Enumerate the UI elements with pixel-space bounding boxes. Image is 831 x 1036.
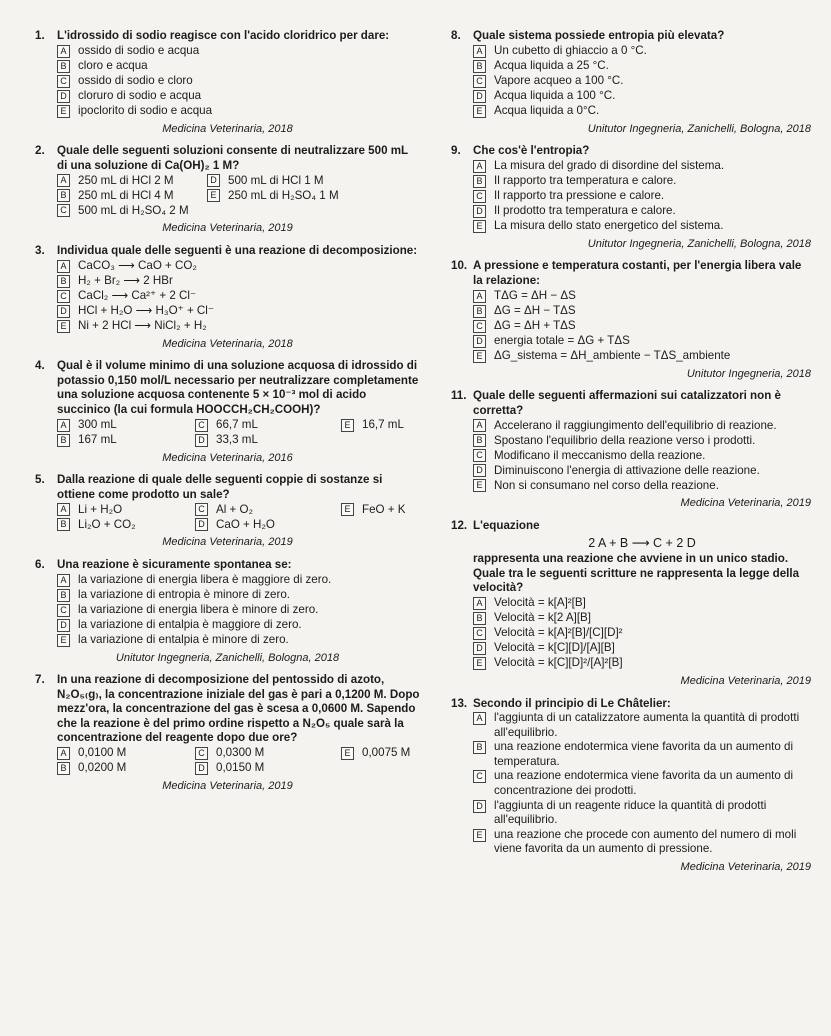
option-letter-box: D <box>195 518 208 531</box>
option-text: Il rapporto tra pressione e calore. <box>494 188 665 202</box>
option-text: CaCO₃ ⟶ CaO + CO₂ <box>78 258 197 272</box>
question-source: Unitutor Ingegneria, Zanichelli, Bologna, 2018 <box>115 651 340 664</box>
question-number: 1. <box>35 29 45 42</box>
question-text: Dalla reazione di quale delle seguenti coppie di sostanze si ottiene come prodotto un sale? <box>57 473 383 501</box>
option-letter-box: B <box>57 434 70 447</box>
option-letter-box: A <box>473 597 486 610</box>
option-text: Non si consumano nel corso della reazione. <box>494 478 719 492</box>
option-a[interactable] <box>57 44 420 59</box>
option-text: ipoclorito di sodio e acqua <box>78 103 213 117</box>
option-text: 167 mL <box>78 432 117 446</box>
reaction-equation: 2 A + B ⟶ C + 2 D <box>588 535 696 550</box>
option-text: Velocità = k[2 A][B] <box>494 611 591 625</box>
option-a[interactable] <box>473 159 811 174</box>
question-text: Che cos'è l'entropia? <box>473 144 590 158</box>
option-b[interactable] <box>57 59 420 74</box>
option-letter-box: D <box>473 90 486 103</box>
option-text: Ni + 2 HCl ⟶ NiCl₂ + H₂ <box>78 318 207 332</box>
question-8 <box>451 29 811 136</box>
option-text: Il rapporto tra temperatura e calore. <box>494 173 677 187</box>
option-letter-box: B <box>473 434 486 447</box>
option-text: 0,0150 M <box>216 761 265 775</box>
option-e[interactable] <box>57 319 420 334</box>
option-e[interactable] <box>57 104 420 119</box>
option-text: cloro e acqua <box>78 58 148 72</box>
question-text: L'idrossido di sodio reagisce con l'acido cloridrico per dare: <box>57 29 390 42</box>
option-letter-box: C <box>473 449 486 462</box>
option-e[interactable] <box>57 633 420 648</box>
option-letter-box: C <box>195 419 208 432</box>
option-c[interactable] <box>473 319 811 334</box>
option-letter-box: C <box>473 320 486 333</box>
option-letter-box: E <box>57 105 70 118</box>
option-text: Velocità = k[C][D]/[A][B] <box>494 641 615 655</box>
option-text: una reazione endotermica viene favorita da un aumento di concentrazione dei prodotti. <box>494 769 794 798</box>
option-c[interactable] <box>473 448 811 463</box>
option-text: Un cubetto di ghiaccio a 0 °C. <box>494 43 647 57</box>
option-d[interactable] <box>57 89 420 104</box>
option-b[interactable] <box>473 611 811 626</box>
option-text: la variazione di entropia è minore di zero. <box>78 587 291 601</box>
option-text: ΔG = ΔH + TΔS <box>494 318 576 332</box>
option-text: ΔG = ΔH − TΔS <box>494 303 576 317</box>
option-text: 66,7 mL <box>216 417 258 431</box>
question-number: 10. <box>451 259 468 273</box>
option-text: la variazione di entalpia è minore di zero. <box>78 632 289 646</box>
question-5 <box>35 473 420 550</box>
question-number: 5. <box>35 473 45 487</box>
option-text: Vapore acqueo a 100 °C. <box>494 73 624 87</box>
option-letter-box: B <box>57 762 70 775</box>
option-text: Il prodotto tra temperatura e calore. <box>494 203 676 217</box>
option-text: ossido di sodio e cloro <box>78 73 193 87</box>
option-letter-box: C <box>195 503 208 516</box>
option-text: TΔG = ΔH − ΔS <box>494 288 576 302</box>
question-text: Una reazione è sicuramente spontanea se: <box>57 557 292 571</box>
option-text: Li + H₂O <box>78 502 123 516</box>
option-d[interactable] <box>195 761 341 776</box>
option-letter-box: B <box>473 612 486 625</box>
option-text: energia totale = ΔG + TΔS <box>494 333 630 347</box>
question-source: Medicina Veterinaria, 2016 <box>162 451 293 464</box>
option-c[interactable] <box>195 746 341 761</box>
option-a[interactable] <box>57 573 420 588</box>
option-b[interactable] <box>57 188 207 203</box>
question-source: Medicina Veterinaria, 2018 <box>162 337 293 350</box>
option-b[interactable] <box>473 304 811 319</box>
option-letter-box: E <box>473 350 486 363</box>
option-letter-box: B <box>473 175 486 188</box>
option-letter-box: B <box>473 741 486 754</box>
option-letter-box: A <box>57 747 70 760</box>
option-letter-box: D <box>57 619 70 632</box>
option-a[interactable] <box>473 418 811 433</box>
option-text: l'aggiunta di un catalizzatore aumenta la quantità di prodotti all'equilibrio. <box>494 711 800 739</box>
option-text: 500 mL di H₂SO₄ 2 M <box>78 203 189 217</box>
question-1 <box>35 29 420 136</box>
option-letter-box: E <box>341 503 354 516</box>
option-text: 250 mL di HCl 4 M <box>78 188 174 202</box>
question-text: Qual è il volume minimo di una soluzione acquosa di idrossido di potassio 0,150 mol/L necessario per neutralizzare completamente una soluzione acquosa contenente 5 × 10⁻³ mol di acido succinico (la cui formula HOOCCH₂CH₂COOH)? <box>57 359 419 416</box>
option-text: Spostano l'equilibrio della reazione verso i prodotti. <box>494 433 756 447</box>
option-text: 300 mL <box>78 417 117 431</box>
option-letter-box: C <box>473 770 486 783</box>
option-e[interactable] <box>207 188 337 203</box>
option-a[interactable] <box>57 502 195 517</box>
option-e[interactable] <box>341 746 441 761</box>
option-letter-box: E <box>473 657 486 670</box>
option-text: la variazione di energia libera è minore di zero. <box>78 602 319 616</box>
option-letter-box: C <box>57 290 70 303</box>
option-text: 500 mL di HCl 1 M <box>228 173 324 187</box>
option-text: FeO + K <box>362 502 406 516</box>
option-text: Velocità = k[C][D]²/[A]²[B] <box>494 656 623 670</box>
option-c[interactable] <box>57 603 420 618</box>
question-source: Medicina Veterinaria, 2019 <box>162 222 293 235</box>
question-number: 13. <box>451 696 468 710</box>
option-letter-box: D <box>195 434 208 447</box>
option-letter-box: A <box>473 419 486 432</box>
question-source: Medicina Veterinaria, 2019 <box>680 674 811 687</box>
option-letter-box: E <box>341 419 354 432</box>
question-number: 6. <box>35 557 45 571</box>
question-number: 12. <box>451 518 468 532</box>
option-letter-box: D <box>473 464 486 477</box>
option-letter-box: C <box>473 190 486 203</box>
option-letter-box: E <box>341 747 354 760</box>
option-b[interactable] <box>473 740 811 769</box>
option-letter-box: B <box>57 589 70 602</box>
question-9 <box>451 144 811 251</box>
question-12 <box>451 519 811 689</box>
option-text: 16,7 mL <box>362 417 404 431</box>
option-letter-box: C <box>57 204 70 217</box>
option-letter-box: D <box>473 335 486 348</box>
option-text: una reazione endotermica viene favorita da un aumento di temperatura. <box>494 740 794 768</box>
option-e[interactable] <box>341 418 441 433</box>
question-source: Medicina Veterinaria, 2019 <box>162 536 293 549</box>
question-text: L'equazione <box>473 518 540 532</box>
option-letter-box: E <box>473 105 486 118</box>
option-text: ΔG_sistema = ΔH_ambiente − TΔS_ambiente <box>494 348 731 362</box>
option-text: Li₂O + CO₂ <box>78 517 136 531</box>
option-letter-box: A <box>57 260 70 273</box>
option-letter-box: D <box>57 90 70 103</box>
question-source: Medicina Veterinaria, 2019 <box>162 780 293 793</box>
question-number: 2. <box>35 144 45 158</box>
option-c[interactable] <box>195 502 341 517</box>
option-text: Velocità = k[A]²[B] <box>494 596 586 610</box>
option-letter-box: E <box>57 320 70 333</box>
option-d[interactable] <box>473 799 811 828</box>
option-text: l'aggiunta di un reagente riduce la quantità di prodotti all'equilibrio. <box>494 798 767 827</box>
option-d[interactable] <box>57 304 420 319</box>
option-d[interactable] <box>207 173 337 188</box>
option-text: La misura del grado di disordine del sistema. <box>494 158 725 172</box>
option-text: 0,0200 M <box>78 761 127 775</box>
question-text: Quale delle seguenti affermazioni sui catalizzatori non è corretta? <box>473 389 781 417</box>
option-a[interactable] <box>473 596 811 611</box>
option-letter-box: D <box>57 305 70 318</box>
option-b[interactable] <box>57 761 195 776</box>
option-letter-box: B <box>57 189 70 202</box>
option-letter-box: E <box>207 189 220 202</box>
option-e[interactable] <box>341 502 441 517</box>
option-letter-box: C <box>57 604 70 617</box>
option-letter-box: A <box>473 290 486 303</box>
option-d[interactable] <box>473 641 811 656</box>
question-source: Medicina Veterinaria, 2019 <box>680 861 811 874</box>
option-b[interactable] <box>57 517 195 532</box>
question-10 <box>451 259 811 381</box>
question-text: Individua quale delle seguenti è una reazione di decomposizione: <box>57 243 418 257</box>
option-letter-box: C <box>473 627 486 640</box>
option-letter-box: B <box>57 275 70 288</box>
question-number: 11. <box>451 389 467 403</box>
option-b[interactable] <box>57 433 195 448</box>
option-letter-box: B <box>57 60 70 73</box>
option-text: 0,0100 M <box>78 746 127 760</box>
option-c[interactable] <box>57 74 420 89</box>
option-letter-box: D <box>473 642 486 655</box>
option-d[interactable] <box>473 334 811 349</box>
option-d[interactable] <box>195 433 341 448</box>
option-text: cloruro di sodio e acqua <box>78 88 202 102</box>
question-number: 8. <box>451 29 461 42</box>
option-d[interactable] <box>473 89 811 104</box>
option-b[interactable] <box>57 588 420 603</box>
option-a[interactable] <box>473 44 811 59</box>
option-letter-box: A <box>57 574 70 587</box>
option-text: la variazione di energia libera è maggiore di zero. <box>78 572 332 586</box>
option-d[interactable] <box>57 618 420 633</box>
option-text: Acqua liquida a 0°C. <box>494 103 600 117</box>
option-text: CaO + H₂O <box>216 517 275 531</box>
option-a[interactable] <box>57 259 420 274</box>
option-text: Acqua liquida a 100 °C. <box>494 88 616 102</box>
option-e[interactable] <box>473 349 811 364</box>
option-b[interactable] <box>57 274 420 289</box>
option-text: 0,0075 M <box>362 746 411 760</box>
question-text: Quale sistema possiede entropia più elevata? <box>473 29 725 42</box>
option-letter-box: D <box>473 800 486 813</box>
option-e[interactable] <box>473 219 811 234</box>
option-letter-box: D <box>207 174 220 187</box>
option-text: CaCl₂ ⟶ Ca²⁺ + 2 Cl⁻ <box>78 288 197 302</box>
question-source: Unitutor Ingegneria, 2018 <box>686 367 811 380</box>
option-letter-box: E <box>473 220 486 233</box>
question-source: Medicina Veterinaria, 2018 <box>162 122 293 135</box>
option-d[interactable] <box>195 517 341 532</box>
option-e[interactable] <box>473 104 811 119</box>
option-letter-box: D <box>473 205 486 218</box>
option-a[interactable] <box>57 418 195 433</box>
option-letter-box: C <box>195 747 208 760</box>
option-a[interactable] <box>473 289 811 304</box>
option-text: Diminuiscono l'energia di attivazione delle reazione. <box>494 463 760 477</box>
option-letter-box: A <box>57 503 70 516</box>
question-2 <box>35 144 420 236</box>
option-a[interactable] <box>57 746 195 761</box>
option-letter-box: E <box>57 634 70 647</box>
question-text: A pressione e temperatura costanti, per l'energia libera vale la relazione: <box>473 259 802 287</box>
option-text: una reazione che procede con aumento del numero di moli viene favorita da un aumento di pressione. <box>494 827 797 856</box>
option-letter-box: B <box>473 60 486 73</box>
question-11 <box>451 389 811 511</box>
question-6 <box>35 558 420 665</box>
option-b[interactable] <box>473 174 811 189</box>
option-c[interactable] <box>473 769 811 798</box>
option-letter-box: B <box>473 305 486 318</box>
question-number: 7. <box>35 673 45 687</box>
question-number: 4. <box>35 359 45 373</box>
question-number: 3. <box>35 243 45 257</box>
option-letter-box: A <box>57 45 70 58</box>
question-number: 9. <box>451 144 461 158</box>
question-4 <box>35 359 420 465</box>
option-text: ossido di sodio e acqua <box>78 43 200 57</box>
left-column <box>35 29 420 802</box>
option-text: La misura dello stato energetico del sistema. <box>494 218 724 232</box>
option-c[interactable] <box>473 189 811 204</box>
question-3 <box>35 244 420 351</box>
option-text: Velocità = k[A]²[B]/[C][D]² <box>494 626 623 640</box>
option-letter-box: C <box>57 75 70 88</box>
question-text: Secondo il principio di Le Châtelier: <box>473 696 671 710</box>
option-a[interactable] <box>57 173 207 188</box>
option-e[interactable] <box>473 478 811 493</box>
option-text: Acqua liquida a 25 °C. <box>494 58 609 72</box>
option-c[interactable] <box>473 74 811 89</box>
option-text: HCl + H₂O ⟶ H₃O⁺ + Cl⁻ <box>78 303 215 317</box>
option-e[interactable] <box>473 828 811 857</box>
option-d[interactable] <box>473 204 811 219</box>
question-source: Medicina Veterinaria, 2019 <box>680 497 811 510</box>
option-a[interactable] <box>473 711 811 740</box>
option-letter-box: A <box>57 174 70 187</box>
option-text: Accelerano il raggiungimento dell'equilibrio di reazione. <box>494 418 777 432</box>
option-letter-box: E <box>473 479 486 492</box>
option-c[interactable] <box>57 203 207 218</box>
question-text: Quale delle seguenti soluzioni consente di neutralizzare 500 mL di una soluzione di Ca(OH)₂ 1 M? <box>57 144 408 172</box>
option-d[interactable] <box>473 463 811 478</box>
option-text: 250 mL di HCl 2 M <box>78 173 174 187</box>
option-letter-box: A <box>473 712 486 725</box>
option-text: 0,0300 M <box>216 746 265 760</box>
option-b[interactable] <box>473 59 811 74</box>
question-13 <box>451 697 811 875</box>
option-text: la variazione di entalpia è maggiore di zero. <box>78 617 302 631</box>
question-text-continued: rappresenta una reazione che avviene in un unico stadio. Quale tra le seguenti scritture ne rappresenta la legge della velocità? <box>473 552 800 595</box>
option-letter-box: C <box>473 75 486 88</box>
option-letter-box: E <box>473 829 486 842</box>
question-text: In una reazione di decomposizione del pentossido di azoto, N₂O₅₍g₎, la concentrazione iniziale del gas è pari a 0,1200 M. Dopo mezz'ora, la concentrazione del gas è scesa a 0,0600 M. Sapendo che la reazione è del primo ordine rispetto a N₂O₅ quale sarà la concentrazione del reagente dopo due ore? <box>57 673 420 745</box>
option-e[interactable] <box>473 656 811 671</box>
option-text: Modificano il meccanismo della reazione. <box>494 448 706 462</box>
question-source: Unitutor Ingegneria, Zanichelli, Bologna, 2018 <box>587 237 811 250</box>
option-b[interactable] <box>473 433 811 448</box>
option-c[interactable] <box>195 418 341 433</box>
option-c[interactable] <box>57 289 420 304</box>
question-7 <box>35 673 420 794</box>
question-source: Unitutor Ingegneria, Zanichelli, Bologna, 2018 <box>587 122 811 135</box>
option-letter-box: A <box>57 419 70 432</box>
option-letter-box: A <box>473 160 486 173</box>
right-column <box>451 29 811 883</box>
option-text: Al + O₂ <box>216 502 254 516</box>
option-text: 250 mL di H₂SO₄ 1 M <box>228 188 339 202</box>
option-c[interactable] <box>473 626 811 641</box>
option-letter-box: A <box>473 45 486 58</box>
option-text: H₂ + Br₂ ⟶ 2 HBr <box>78 273 173 287</box>
option-letter-box: B <box>57 518 70 531</box>
option-text: 33,3 mL <box>216 432 258 446</box>
option-letter-box: D <box>195 762 208 775</box>
